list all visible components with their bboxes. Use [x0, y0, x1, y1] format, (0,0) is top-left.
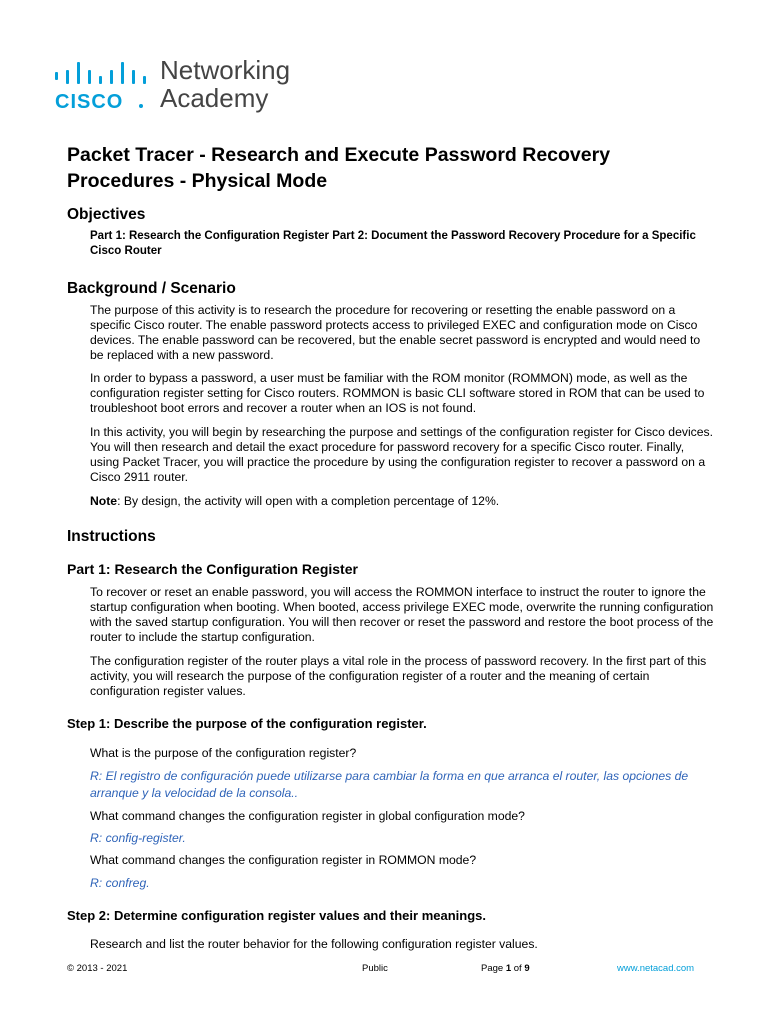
cisco-networking-academy-logo: [53, 55, 313, 116]
objectives-heading: Objectives: [67, 206, 146, 223]
background-paragraph-2: In order to bypass a password, a user must be familiar with the ROM monitor (ROMMON) mode, as well as the configuration register setting for Cisco routers. ROMMON is basic CLI software stored in ROM that can be used to troubleshoot boot errors and recover a router when an IOS is not found.: [90, 371, 705, 415]
note-text: : By design, the activity will open with a completion percentage of 12%.: [117, 494, 500, 508]
note-label: Note: [90, 494, 118, 508]
part1-heading: Part 1: Research the Configuration Register: [67, 561, 358, 577]
background-heading: Background / Scenario: [67, 280, 236, 297]
footer-page-number: [481, 963, 530, 974]
page-total: 9: [524, 963, 530, 974]
question-1: What is the purpose of the configuration register?: [90, 746, 357, 760]
footer-classification: Public: [362, 963, 388, 974]
cisco-bars-icon: [53, 60, 149, 84]
answer-3: R: confreg.: [90, 876, 150, 890]
answer-1: R: El registro de configuración puede utilizarse para cambiar la forma en que arranca el router, las opciones de arranque y la velocidad de la consola..: [90, 769, 689, 800]
note-paragraph: [90, 494, 715, 509]
part1-paragraph-1: To recover or reset an enable password, you will access the ROMMON interface to instruct the router to ignore the startup configuration when booting. When booted, access privilege EXEC mode, overwrite the running configuration with the saved startup configuration. You will then recover or reset the password and restore the boot process of the router to include the startup configuration.: [90, 585, 714, 644]
question-2: What command changes the configuration register in global configuration mode?: [90, 809, 525, 823]
cisco-wordmark: CISCO: [55, 91, 124, 113]
question-3: What command changes the configuration register in ROMMON mode?: [90, 853, 477, 867]
step2-text: Research and list the router behavior for the following configuration register values.: [90, 937, 538, 951]
answer-2: R: config-register.: [90, 831, 186, 845]
step1-heading: Step 1: Describe the purpose of the configuration register.: [67, 716, 427, 731]
footer-website-container: [617, 963, 694, 974]
page-title: Packet Tracer - Research and Execute Password Recovery Procedures - Physical Mode: [67, 144, 611, 192]
objectives-text: Part 1: Research the Configuration Register Part 2: Document the Password Recovery Procedure for a Specific Cisco Router: [90, 230, 696, 257]
background-paragraph-1: The purpose of this activity is to research the procedure for recovering or resetting the enable password on a specific Cisco router. The enable password protects access to privileged EXEC and configuration mode on Cisco devices. The enable password can be recovered, but the enable secret password is encrypted and would need to be replaced with a new password.: [90, 303, 701, 362]
page-of: of: [511, 963, 525, 974]
website-link[interactable]: www.netacad.com: [617, 963, 695, 974]
logo-networking: Networking: [160, 55, 291, 85]
instructions-heading: Instructions: [67, 528, 156, 545]
step2-heading: Step 2: Determine configuration register values and their meanings.: [67, 908, 486, 923]
footer-copyright: © 2013 - 2021: [67, 963, 128, 974]
page-current: 1: [505, 963, 512, 974]
cisco-dot-icon: [139, 104, 143, 108]
part1-paragraph-2: The configuration register of the router plays a vital role in the process of password recovery. In the first part of this activity, you will research the purpose of the configuration register of a router and the meaning of certain configuration register values.: [90, 654, 707, 698]
logo-academy: Academy: [160, 83, 269, 113]
background-paragraph-3: In this activity, you will begin by researching the purpose and settings of the configuration register for Cisco devices. You will then research and detail the exact procedure for password recovery for a specific Cisco router. Finally, using Packet Tracer, you will practice the procedure by using the configuration register to recover a password on a Cisco 2911 router.: [90, 425, 714, 484]
page-prefix: Page: [481, 963, 506, 974]
